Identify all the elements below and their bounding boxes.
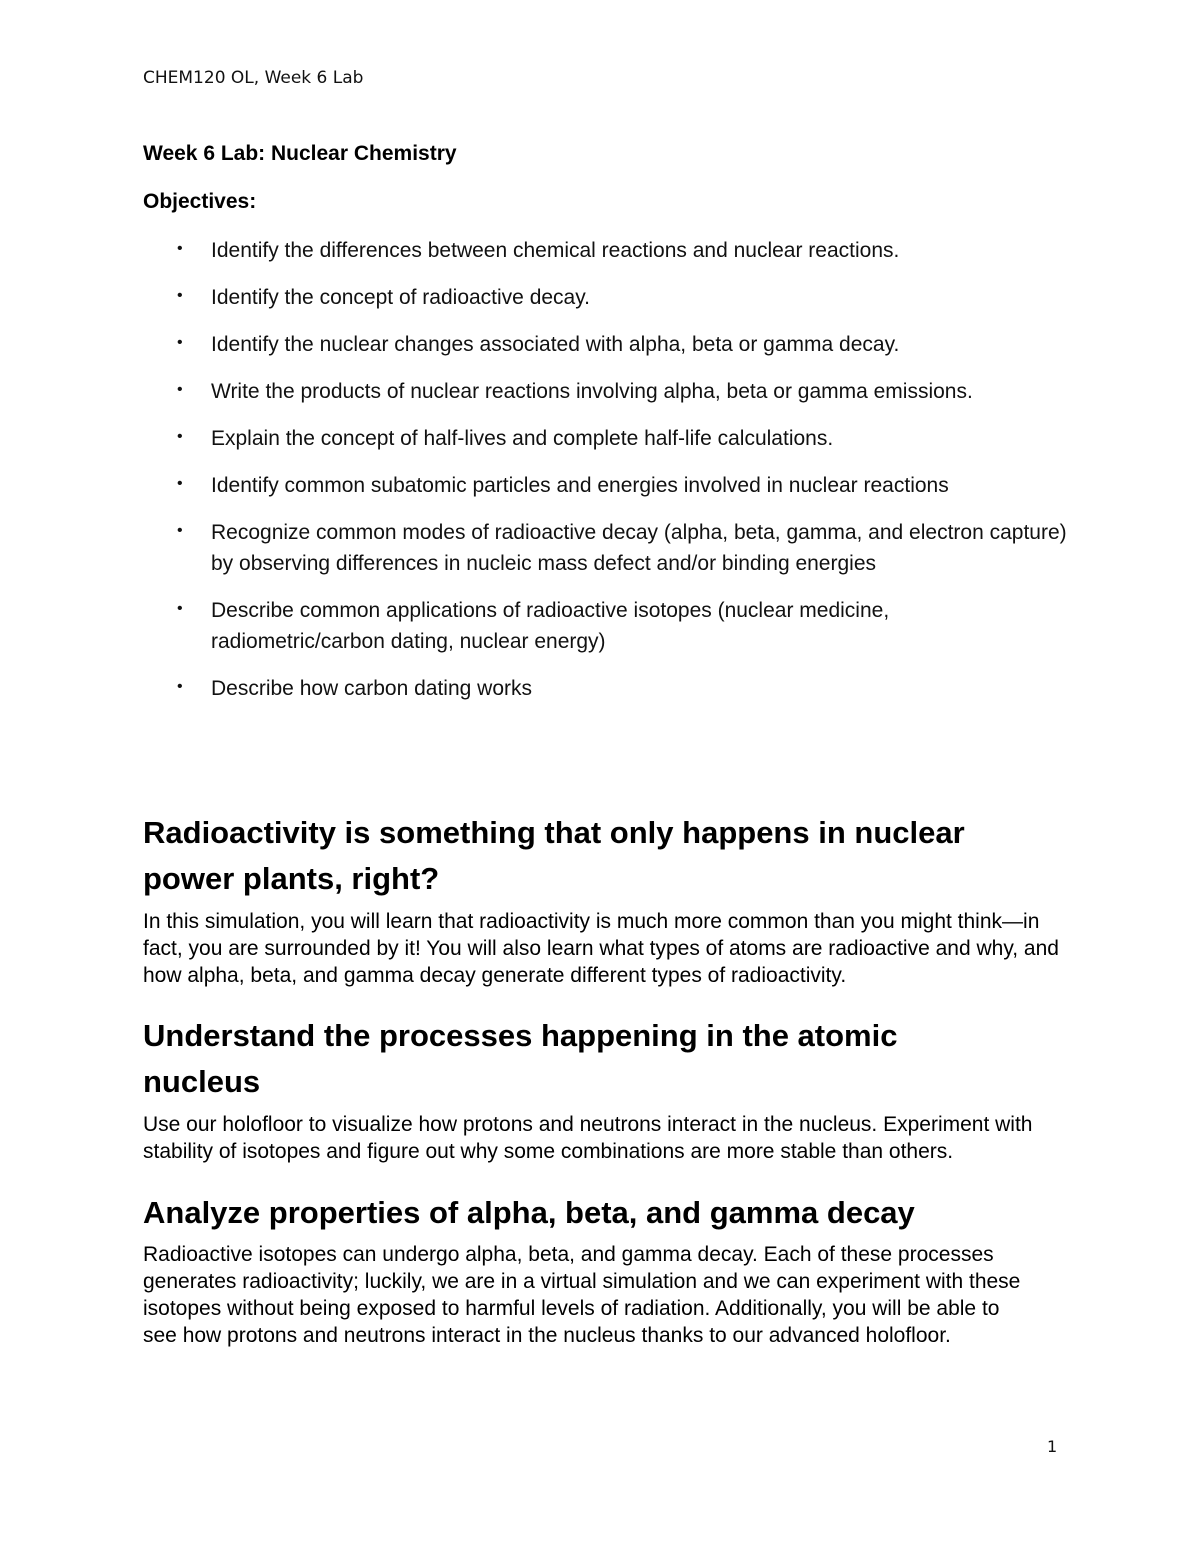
objectives-list: [0, 235, 1091, 720]
objective-text: Describe how carbon dating works: [211, 677, 532, 700]
objective-text: Identify the differences between chemical reactions and nuclear reactions.: [211, 239, 900, 262]
objective-item: [0, 673, 971, 704]
objective-item: [0, 329, 971, 360]
running-header: CHEM120 OL, Week 6 Lab: [143, 68, 364, 88]
bullet-icon: •: [177, 428, 183, 445]
bullet-icon: •: [177, 240, 183, 257]
objective-item: [0, 235, 971, 266]
section-heading: Radioactivity is something that only happens in nuclear power plants, right?: [143, 815, 965, 896]
page-number: 1: [1047, 1437, 1058, 1456]
objective-item: [0, 376, 981, 407]
objective-item: [0, 470, 1091, 501]
section-heading: Analyze properties of alpha, beta, and gamma decay: [143, 1195, 915, 1230]
objective-item: [0, 423, 971, 454]
objectives-label: Objectives:: [143, 190, 257, 213]
bullet-icon: •: [177, 678, 183, 695]
bullet-icon: •: [177, 600, 183, 617]
section-heading: Understand the processes happening in the atomic nucleus: [143, 1018, 898, 1099]
objective-text: Explain the concept of half-lives and complete half-life calculations.: [211, 427, 834, 450]
objective-item: [0, 595, 1001, 657]
objective-text: Describe common applications of radioactive isotopes (nuclear medicine, radiometric/carbon dating, nuclear energy): [211, 599, 890, 653]
bullet-icon: •: [177, 522, 183, 539]
objective-text: Write the products of nuclear reactions involving alpha, beta or gamma emissions.: [211, 380, 973, 403]
objective-text: Identify the nuclear changes associated with alpha, beta or gamma decay.: [211, 333, 900, 356]
objective-item: [0, 517, 1091, 579]
objective-text: Identify common subatomic particles and energies involved in nuclear reactions: [211, 474, 949, 497]
objective-text: Identify the concept of radioactive decay.: [211, 286, 591, 309]
objective-text: Recognize common modes of radioactive decay (alpha, beta, gamma, and electron capture) by observing differences in nucleic mass defect and/or binding energies: [211, 521, 1067, 575]
section-body: Use our holofloor to visualize how protons and neutrons interact in the nucleus. Experiment with stability of isotopes and figure out why some combinations are more stable than others.: [143, 1113, 1033, 1163]
bullet-icon: •: [177, 381, 183, 398]
bullet-icon: •: [177, 475, 183, 492]
bullet-icon: •: [177, 334, 183, 351]
section-body: In this simulation, you will learn that radioactivity is much more common than you might think—in fact, you are surrounded by it! You will also learn what types of atoms are radioactive and why, and how alpha, beta, and gamma decay generate different types of radioactivity.: [143, 910, 1059, 987]
document-title: Week 6 Lab: Nuclear Chemistry: [143, 142, 457, 165]
objective-item: [0, 282, 971, 313]
bullet-icon: •: [177, 287, 183, 304]
section-body: Radioactive isotopes can undergo alpha, beta, and gamma decay. Each of these processes generates radioactivity; luckily, we are in a virtual simulation and we can experiment with these isotopes without being exposed to harmful levels of radiation. Additionally, you will be able to see how protons and neutrons interact in the nucleus thanks to our advanced holofloor.: [143, 1243, 1021, 1347]
